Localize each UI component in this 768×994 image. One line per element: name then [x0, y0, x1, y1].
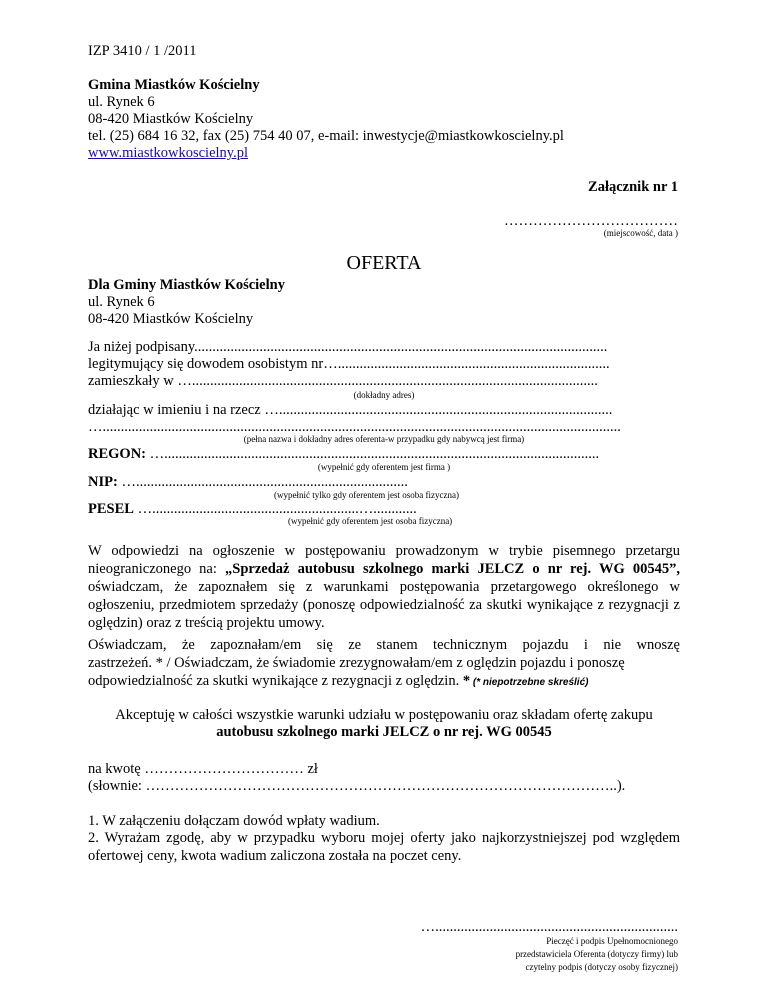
nip-caption: (wypełnić tylko gdy oferentem jest osoba fizyczna) [274, 490, 459, 500]
regon-field [88, 445, 680, 463]
pesel-caption: (wypełnić gdy oferentem jest osoba fizyczna) [288, 516, 453, 526]
recipient-street: ul. Rynek 6 [88, 294, 155, 310]
point-1: 1. W załączeniu dołączam dowód wpłaty wadium. [88, 813, 380, 829]
inspection-paragraph [88, 636, 680, 692]
amount-words-field: (słownie: ……………………………………………………………………………………..). [88, 778, 626, 794]
declaration-subject: „Sprzedaż autobusu szkolnego marki JELCZ o nr rej. WG 00545”, [225, 561, 681, 577]
regon-dots: …........................................................................................................................ [146, 446, 600, 462]
place-date-field: ……………………………… [504, 213, 678, 229]
address-caption: (dokładny adres) [353, 390, 415, 400]
point-2: 2. Wyrażam zgodę, aby w przypadku wyboru mojej oferty jako najkorzystniejszej pod względem ofertowej ceny, kwota wadium zaliczona została na poczet ceny. [88, 830, 680, 864]
signature-caption-1: Pieczęć i podpis Upełnomocnionego [546, 936, 678, 946]
acceptance-line-1: Akceptuję w całości wszystkie warunki udziału w postępowaniu oraz składam ofertę zakupu [115, 707, 653, 723]
declaration-text-1: W odpowiedzi na ogłoszenie w postępowaniu prowadzonym w trybie pisemnego przetargu nieograniczonego na: [88, 543, 680, 577]
acceptance-line-2: autobusu szkolnego marki JELCZ o nr rej. WG 00545 [216, 724, 552, 740]
place-date-caption: (miejscowość, data ) [603, 228, 678, 238]
nip-label: NIP: [88, 474, 118, 490]
on-behalf-field: działając w imieniu i na rzecz …............................................................................................ [88, 402, 613, 418]
signature-caption-3: czytelny podpis (dotyczy osoby fizycznej) [525, 962, 678, 972]
address-field: zamieszkały w …................................................................................................................ [88, 373, 598, 389]
sender-name: Gmina Miastków Kościelny [88, 77, 260, 93]
nip-field [88, 473, 408, 491]
declaration-paragraph [88, 542, 680, 632]
id-document-field: legitymujący się dowodem osobistym nr…........................................................................... [88, 356, 610, 372]
regon-label: REGON: [88, 446, 146, 462]
inspection-line-3: odpowiedzialność za skutki wynikające z rezygnacji z oględzin. [88, 673, 460, 689]
regon-caption: (wypełnić gdy oferentem jest firma ) [317, 462, 451, 472]
attachment-label: Załącznik nr 1 [588, 179, 678, 195]
on-behalf-continuation: …............................................................................................................................................... [88, 419, 621, 435]
inspection-footnote: (* niepotrzebne skreślić) [470, 677, 589, 688]
signed-field: Ja niżej podpisany.................................................................................................................. [88, 339, 608, 355]
on-behalf-caption: (pełna nazwa i dokładny adres oferenta-w przypadku gdy nabywcą jest firma) [243, 434, 525, 444]
nip-dots: …........................................................................... [117, 474, 408, 490]
sender-contact: tel. (25) 684 16 32, fax (25) 754 40 07, e-mail: inwestycje@miastkowkoscielny.pl [88, 128, 564, 144]
declaration-text-2: oświadczam, że zapoznałem się z warunkami postępowania przetargowego określonego w ogłoszeniu, przedmiotem sprzedaży (ponoszę odpowiedzialność za skutki wynikające z rezygnacji z oględzin) oraz z treścią projektu umowy. [88, 579, 680, 631]
pesel-label: PESEL [88, 501, 134, 517]
document-reference: IZP 3410 / 1 /2011 [88, 43, 197, 59]
amount-field: na kwotę …………………………… zł [88, 761, 318, 777]
inspection-line-2: zastrzeżeń. * / Oświadczam, że świadomie zrezygnowałam/em z oględzin pojazdu i ponoszę [88, 655, 625, 671]
recipient-name: Dla Gminy Miastków Kościelny [88, 277, 285, 293]
signature-caption-2: przedstawiciela Oferenta (dotyczy firmy) lub [515, 949, 678, 959]
pesel-dots: ….........................................................…............ [133, 501, 417, 517]
sender-street: ul. Rynek 6 [88, 94, 155, 110]
inspection-line-1: Oświadczam, że zapoznałam/em się ze stanem technicznym pojazdu i nie wnoszę [88, 637, 680, 653]
signature-line: …................................................................... [420, 919, 678, 935]
recipient-city: 08-420 Miastków Kościelny [88, 311, 254, 327]
inspection-asterisk: * [459, 673, 471, 689]
sender-city: 08-420 Miastków Kościelny [88, 111, 254, 127]
sender-website-link[interactable]: www.miastkowkoscielny.pl [88, 145, 249, 161]
document-title: OFERTA [346, 252, 422, 274]
